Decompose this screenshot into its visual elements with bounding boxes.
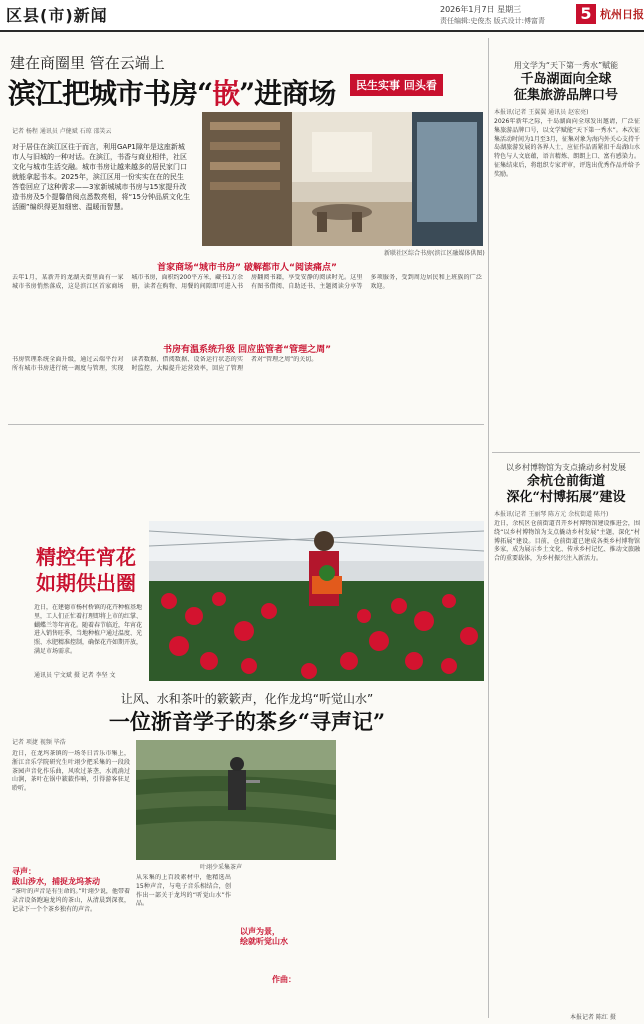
feature-sub1b: 跋山涉水，捕捉龙坞茶动 xyxy=(12,877,100,886)
headline-prefix: 滨江把城市书房“ xyxy=(8,77,213,110)
bookstore-photo xyxy=(202,112,483,246)
inset-byline: 通讯员 宁文斌 摄 记者 李坚 文 xyxy=(34,672,116,679)
feature-sub2: 以声为景， xyxy=(240,927,280,936)
divider xyxy=(8,424,484,425)
right-divider xyxy=(492,452,640,453)
right-story2-title2: 深化“村博拓展”建设 xyxy=(506,490,626,505)
right-story1-title2: 征集旅游品牌口号 xyxy=(513,88,618,103)
bookstore-photo-caption: 新联社区综合书房(滨江区融媒体供图) xyxy=(384,250,485,257)
right-story1-title1: 千岛湖面向全球 xyxy=(520,72,612,87)
main-byline: 记者 杨程 通讯员 卢健斌 石琼 邵笑云 xyxy=(12,128,112,135)
right-story2-kicker: 以乡村博物馆为支点撬动乡村发展 xyxy=(506,463,626,472)
column-rule xyxy=(488,38,489,1018)
right-story2-byline: 本报讯(记者 王丽琴 陈方元 余杭街道 陈丹) xyxy=(494,511,609,518)
feature-kicker: 让风、水和茶叶的簌簌声，化作龙坞“听觉山水” xyxy=(120,692,374,706)
feature-tag: 民生实事 回头看 xyxy=(350,74,443,96)
feature-byline: 记者 项捷 视频 毕浩 xyxy=(12,739,66,746)
main-headline xyxy=(8,72,335,112)
main-lead: 对于居住在滨江区往于而言，利用GAP1隙年是这座新城市人与旧城的一种对话。在滨江，书香与商业相伴，社区文化与城市生活交融。城市书房让越来越多的居民家门口就能拿起书本。2025年，滨江区用一份实实在在的民生答卷回应了这种需求——3家新城城市书房与15家提升改造书房及5个提馨借阅点悉数亮相，将“15分钟品质文化生活圈”编织得更加细密、温暖而智慧。 xyxy=(12,143,190,211)
newspaper-name: 杭州日报 xyxy=(600,8,644,21)
issue-date: 2026年1月7日 星期三 xyxy=(440,5,522,14)
main-body-2: 书房管理系统全面升级，通过云端平台对所有城市书房进行统一调度与管理，实现读者数据、借阅数据、设备运行状态的实时监控，大幅提升运营效率，回应了管理者对“管理之周”的关切。 xyxy=(12,356,318,372)
tea-photo-art xyxy=(136,740,336,860)
feature-sub2b: 绘就听觉山水 xyxy=(240,937,288,946)
headline-highlight: 嵌 xyxy=(212,77,240,110)
feature-text-1: 近日，在龙坞茶镇的一场冬日音乐市集上，浙江音乐学院研究生叶翊少把采集的一段段茶园声音化作乐曲，风吹过茶垄，水流淌过山涧，茶叶在锅中簌簌作响，引得游客驻足聆听。 xyxy=(12,750,130,793)
main-kicker: 建在商圈里 管在云端上 xyxy=(10,54,165,72)
section-title: 区县(市)新闻 xyxy=(6,6,108,25)
main-body-1: 去年1月，某新开的龙湖天街里面有一家城市书房悄然落成，这是滨江区首家商场城市书房，面积约200平方米，藏书1万余册，读者在购物、用餐的间隙即可进入书房翻阅书籍，享受安静的阅读时光。这里有图书借阅、自助还书、主题阅读分享等多项服务，受到周边居民和上班族的广泛欢迎。 xyxy=(12,274,482,290)
right-story1-byline: 本报讯(记者 王翼翼 通讯员 赵宏亮) xyxy=(494,109,589,116)
feature-text-3: 从采集的上百段素材中，他精选出15种声音，与电子音乐相结合，创作出一部关于龙坞的“听觉山水”作品。 xyxy=(136,874,231,908)
page-number: 5 xyxy=(576,4,596,24)
right-footer: 本报记者 陈红 摄 xyxy=(570,1014,616,1021)
feature-sub1: 寻声： xyxy=(12,867,36,876)
main-subhead-2: 书房有温系统升级 回应监管者“管理之周” xyxy=(163,345,331,355)
inset-title-line2: 如期供出圈 xyxy=(36,571,136,595)
right-story2-text: 近日，余杭区仓前街道召开乡村博物馆建设推进会，围绕“以乡村博物馆为支点撬动乡村发展”主题，深化“村博拓展”建设。目前，仓前街道已建成各类乡村博物馆多家，成为展示乡土文化、传承乡村记忆、推动文旅融合的重要载体，为乡村振兴注入新活力。 xyxy=(494,520,640,563)
right-story1-kicker: 用文学为“天下第一秀水”赋能 xyxy=(513,61,619,70)
feature-sub3: 作曲： xyxy=(272,975,296,984)
feature-title: 一位浙音学子的茶乡“寻声记” xyxy=(108,709,386,734)
main-subhead-1: 首家商场“城市书房” 破解都市人“阅读痛点” xyxy=(157,263,337,273)
flower-photo-art xyxy=(149,521,484,681)
right-story1-text: 2026年新年之际，千岛湖面向全球发出邀请，广泛征集旅游品牌口号，以文学赋能“天下第一秀水”。本次征集活动时间为1月至3月，征集对象为海内外关心支持千岛湖旅游发展的各界人士，应征作品需紧扣千岛湖山水特色与人文底蕴，语言精炼、朗朗上口、富有感染力。征集结束后，将组织专家评审，评选出优秀作品并给予奖励。 xyxy=(494,118,640,178)
right-story2-title1: 余杭仓前街道 xyxy=(526,474,605,489)
headline-suffix: ”进商场 xyxy=(239,77,336,110)
inset-title-line1: 精控年宵花 xyxy=(36,545,136,569)
editor-line: 责任编辑:史俊杰 版式设计:傅富青 xyxy=(440,17,545,25)
tea-photo-caption: 叶翊少采集茶声 xyxy=(200,864,243,871)
bookstore-photo-art xyxy=(202,112,483,246)
inset-text: 近日，在建德市杨村桥镇的花卉种植基地里，工人们正忙着打理即将上市的红掌、蝴蝶兰等年宵花。随着春节临近，年宵花进入销售旺季，当地种植户通过温度、光照、水肥精准控制，确保花卉如期开放，满足市场需求。 xyxy=(34,604,142,655)
feature-text-2: “茶叶的声音是有生命的。”叶翊少说，他带着录音设备跑遍龙坞的茶山，从清晨到深夜，记录下一个个茶乡独有的声音。 xyxy=(12,888,130,913)
tea-field-photo xyxy=(136,740,336,860)
flower-greenhouse-photo xyxy=(149,521,484,681)
